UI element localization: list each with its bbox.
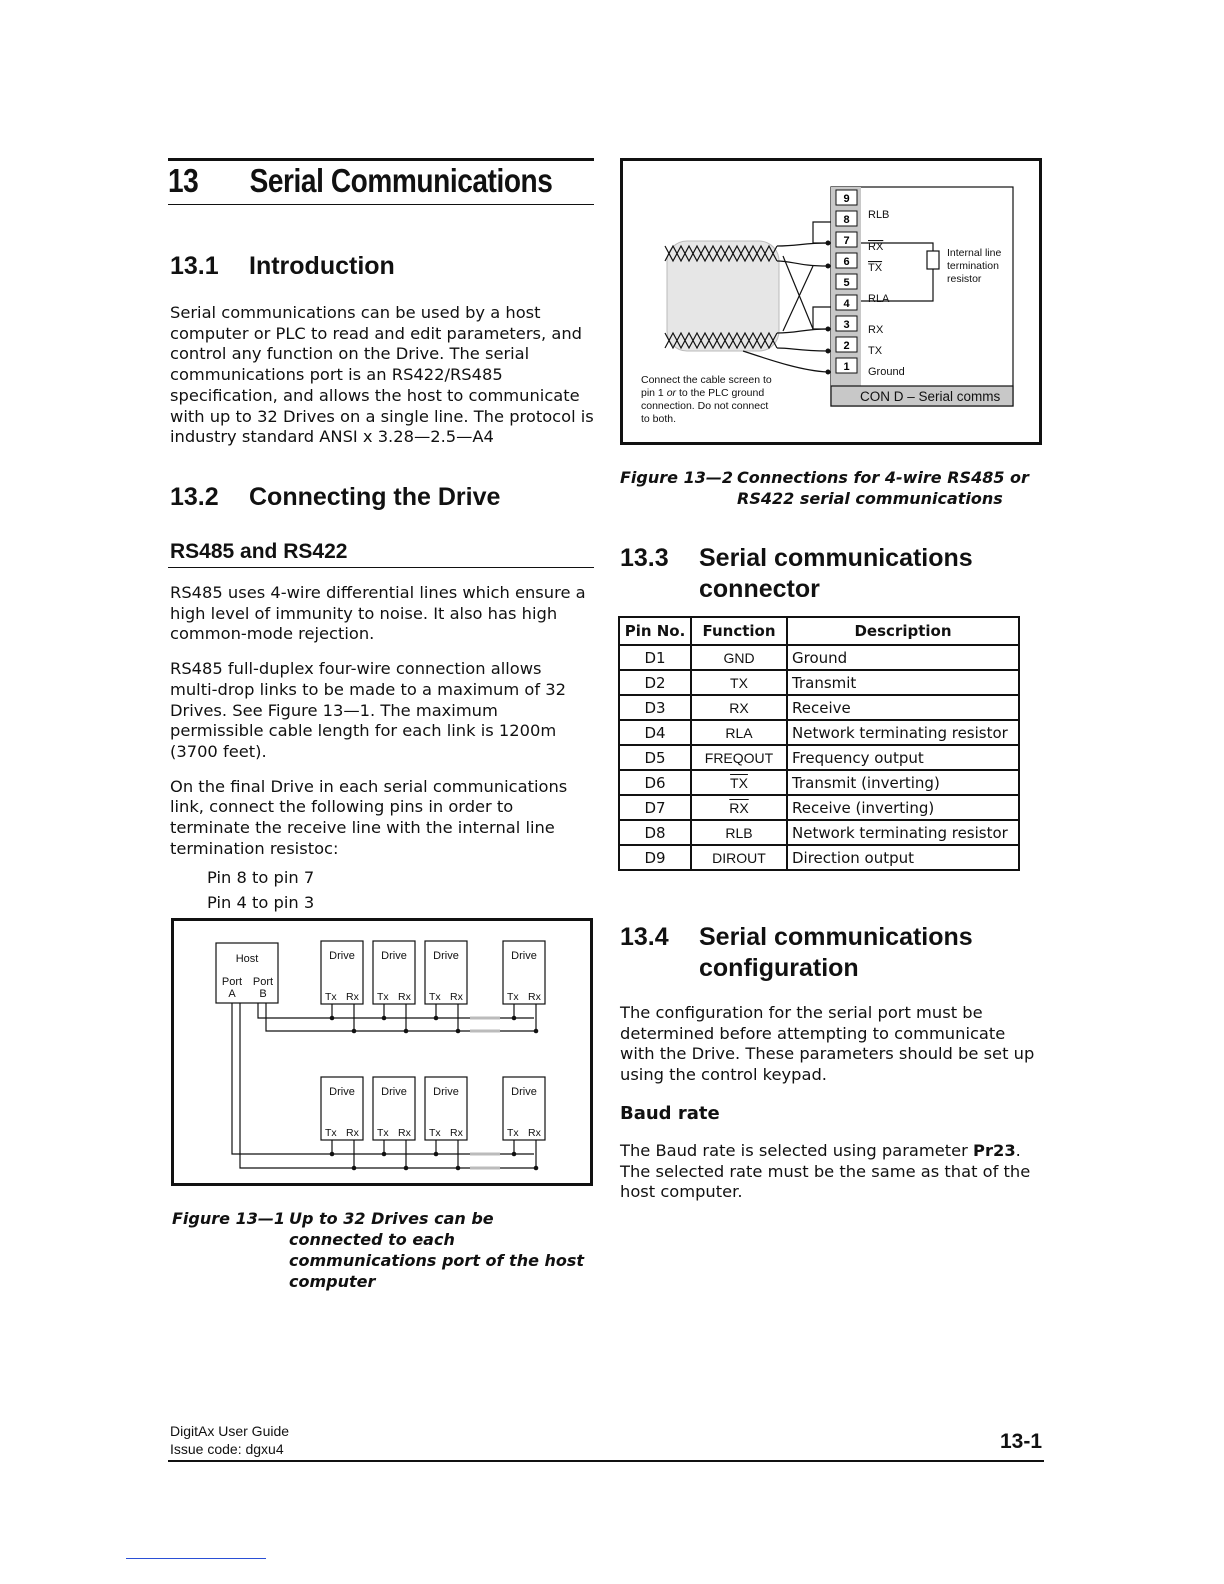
- host-label: Host: [235, 953, 259, 965]
- signal-rx-inverted: RX: [868, 241, 884, 253]
- signal-ground: Ground: [868, 366, 905, 378]
- figure-label: Figure 13—1: [172, 1209, 285, 1228]
- pin-cell: D5: [619, 745, 691, 770]
- connecting-paragraph: On the final Drive in each serial communications link, connect the following pins in order to terminate the receive line with the internal line termination resistoc:: [170, 776, 568, 858]
- pin-cell: D1: [619, 645, 691, 670]
- connecting-text: [170, 583, 594, 915]
- description-cell: Direction output: [787, 845, 1019, 870]
- baud-rate-heading: Baud rate: [620, 1103, 720, 1124]
- drive-label: Drive: [511, 950, 537, 962]
- pin-number: 5: [843, 277, 850, 289]
- chapter-underline: [168, 204, 594, 205]
- signal-rla: RLA: [868, 293, 890, 305]
- pin-number: 7: [843, 235, 850, 247]
- table-row: [619, 770, 1019, 795]
- header-pin: Pin No.: [619, 617, 691, 645]
- bottom-link-underline[interactable]: [126, 1558, 266, 1559]
- table-row: [619, 845, 1019, 870]
- pin-number: 3: [843, 319, 850, 331]
- pin-cell: D2: [619, 670, 691, 695]
- description-cell: Frequency output: [787, 745, 1019, 770]
- drive-label: Drive: [329, 1086, 355, 1098]
- rx-label: Rx: [346, 1127, 359, 1139]
- drive-label: Drive: [433, 950, 459, 962]
- introduction-paragraph: Serial communications can be used by a host computer or PLC to read and edit parameters, and control any function on the Drive. The serial communications port is an RS422/RS485 specification, and allows the host to communicate with up to 32 Drives on a single line. The protocol is industry standard ANSI x 3.28—2.5—A4: [170, 303, 594, 447]
- footer-rule: [168, 1460, 1044, 1462]
- resistor-note-line: termination: [947, 260, 999, 272]
- table-row: [619, 670, 1019, 695]
- parameter-pr23: Pr23: [973, 1141, 1016, 1160]
- pin-number: 1: [843, 361, 850, 373]
- function-cell: TX: [691, 670, 787, 695]
- baud-rate-paragraph: The Baud rate is selected using parameter Pr23. The selected rate must be the same as that of the host computer.: [620, 1141, 1031, 1202]
- section-introduction-heading: 13.1 Introduction: [170, 252, 395, 280]
- tx-label: Tx: [429, 1127, 441, 1139]
- description-cell: Transmit (inverting): [787, 770, 1019, 795]
- table-row: [619, 645, 1019, 670]
- pin-table-wrapper: [618, 616, 1020, 871]
- subheading-rule: [168, 567, 594, 568]
- figure-label: Figure 13—2: [620, 468, 733, 487]
- description-cell: Network terminating resistor: [787, 820, 1019, 845]
- table-row: [619, 720, 1019, 745]
- rx-label: Rx: [398, 1127, 411, 1139]
- figure-13-2-frame: [620, 158, 1042, 445]
- port-a-label: Port: [221, 976, 243, 988]
- chapter-title: 13 Serial Communications: [168, 162, 553, 199]
- pin-number: 6: [843, 256, 850, 268]
- termination-resistor: [927, 251, 939, 269]
- table-row: [619, 695, 1019, 720]
- description-cell: Network terminating resistor: [787, 720, 1019, 745]
- resistor-note-line: Internal line: [947, 247, 1002, 259]
- pin-cell: D3: [619, 695, 691, 720]
- function-cell: RLB: [691, 820, 787, 845]
- drive-label: Drive: [433, 1086, 459, 1098]
- signal-rlb: RLB: [868, 209, 890, 221]
- function-cell: RLA: [691, 720, 787, 745]
- signal-rx: RX: [868, 324, 884, 336]
- screen-note-line: pin 1 or to the PLC ground: [641, 387, 765, 399]
- pin-instruction: Pin 4 to pin 3: [207, 893, 315, 913]
- tx-label: Tx: [325, 1127, 337, 1139]
- drive-label: Drive: [329, 950, 355, 962]
- screen-note-line: connection. Do not connect: [641, 400, 769, 412]
- connecting-paragraph: RS485 uses 4-wire differential lines which ensure a high level of immunity to noise. It also has high common-mode rejection.: [170, 583, 586, 644]
- pin-cell: D4: [619, 720, 691, 745]
- section-connector-heading: 13.3 Serial communications connector: [620, 544, 973, 603]
- drive-label: Drive: [511, 1086, 537, 1098]
- function-cell: FREQOUT: [691, 745, 787, 770]
- screen-note-line: Connect the cable screen to: [641, 374, 772, 386]
- function-cell: $\overline{TX}$: [691, 770, 787, 795]
- pin-cell: D9: [619, 845, 691, 870]
- pin-instruction: Pin 8 to pin 7: [207, 868, 315, 888]
- port-b-label: Port: [252, 976, 274, 988]
- function-cell: GND: [691, 645, 787, 670]
- section-config-heading: 13.4 Serial communications configuration: [620, 923, 973, 982]
- drive-label: Drive: [381, 950, 407, 962]
- header-description: Description: [787, 617, 1019, 645]
- figure-13-1-frame: [171, 918, 593, 1186]
- signal-tx: TX: [868, 345, 883, 357]
- section-connecting-heading: 13.2 Connecting the Drive: [170, 483, 501, 511]
- figure-13-1-caption: [172, 1208, 592, 1291]
- description-cell: Receive (inverting): [787, 795, 1019, 820]
- resistor-note-line: resistor: [947, 273, 982, 285]
- drive-label: Drive: [381, 1086, 407, 1098]
- config-paragraph: The configuration for the serial port must be determined before attempting to communicate with the Drive. These parameters should be set up using the control keypad.: [620, 1003, 1035, 1085]
- guide-name: DigitAx User Guide: [170, 1423, 290, 1439]
- connector-wiring-diagram: [623, 161, 1039, 442]
- table-row: [619, 820, 1019, 845]
- function-cell: RX: [691, 695, 787, 720]
- description-cell: Transmit: [787, 670, 1019, 695]
- screen-note-line: to both.: [641, 413, 677, 425]
- pin-cell: D8: [619, 820, 691, 845]
- chapter-top-rule: [168, 158, 594, 161]
- figure-caption-text: Up to 32 Drives can be connected to each communications port of the host computer: [289, 1209, 585, 1291]
- rs485-subheading: RS485 and RS422: [170, 540, 348, 563]
- connector-label: CON D – Serial comms: [860, 389, 1001, 404]
- table-row: [619, 745, 1019, 770]
- tx-label: Tx: [507, 1127, 519, 1139]
- pin-table: [618, 616, 1020, 871]
- tx-label: Tx: [377, 1127, 389, 1139]
- tx-label: Tx: [507, 991, 519, 1003]
- pin-number: 4: [843, 298, 850, 310]
- description-cell: Receive: [787, 695, 1019, 720]
- tx-label: Tx: [377, 991, 389, 1003]
- rx-label: Rx: [346, 991, 359, 1003]
- footer-left: [170, 1422, 289, 1458]
- pin-number: 2: [843, 340, 850, 352]
- port-b-letter: B: [259, 988, 267, 1000]
- pin-number: 9: [843, 193, 850, 205]
- pin-cell: D6: [619, 770, 691, 795]
- pin-cell: D7: [619, 795, 691, 820]
- rx-label: Rx: [528, 991, 541, 1003]
- header-function: Function: [691, 617, 787, 645]
- figure-caption-text: Connections for 4-wire RS485 or RS422 serial communications: [737, 468, 1029, 508]
- figure-13-2-caption: [620, 467, 1040, 511]
- signal-tx-inverted: TX: [868, 262, 883, 274]
- function-cell: DIROUT: [691, 845, 787, 870]
- rx-label: Rx: [528, 1127, 541, 1139]
- connecting-paragraph: RS485 full-duplex four-wire connection allows multi-drop links to be made to a maximum of 32 Drives. See Figure 13—1. The maximum permissible cable length for each link is 1200m (3700 feet).: [170, 659, 566, 761]
- function-cell: $\overline{RX}$: [691, 795, 787, 820]
- multidrop-wiring-diagram: [174, 921, 590, 1183]
- host-box: [216, 943, 278, 1003]
- rx-label: Rx: [450, 991, 463, 1003]
- description-cell: Ground: [787, 645, 1019, 670]
- rx-label: Rx: [398, 991, 411, 1003]
- page-number: 13-1: [999, 1430, 1042, 1453]
- issue-code: Issue code: dgxu4: [170, 1441, 284, 1457]
- tx-label: Tx: [325, 991, 337, 1003]
- table-row: [619, 795, 1019, 820]
- tx-label: Tx: [429, 991, 441, 1003]
- rx-label: Rx: [450, 1127, 463, 1139]
- pin-number: 8: [843, 214, 850, 226]
- port-a-letter: A: [228, 988, 236, 1000]
